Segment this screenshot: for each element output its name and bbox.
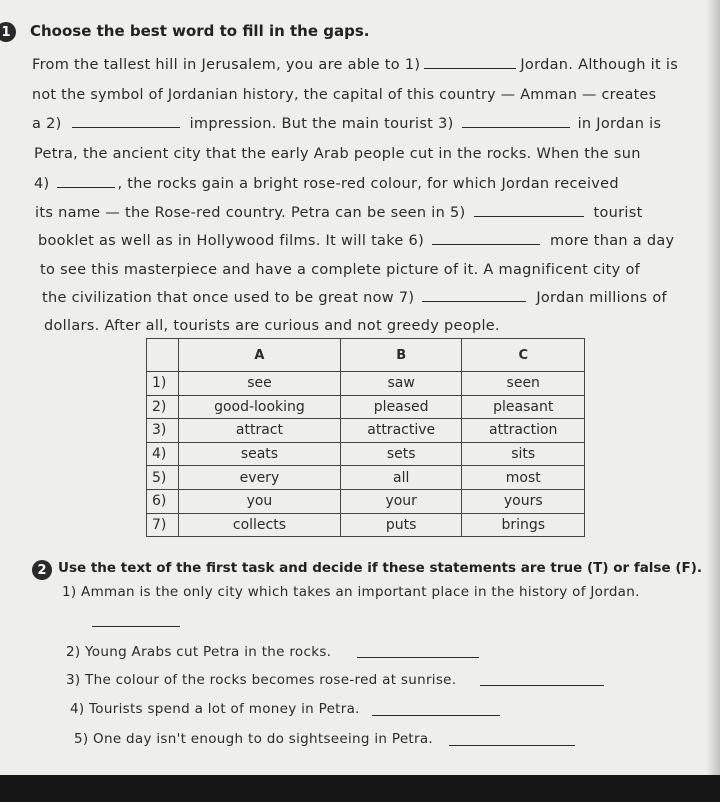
option-b: all [340,466,462,490]
table-row [147,466,585,490]
option-c: seen [462,372,585,396]
option-a: you [179,489,341,513]
task-2-number-badge: 2 [32,560,52,580]
photo-dark-background [0,775,720,802]
text-line-9 [42,290,667,306]
option-b: attractive [340,419,462,443]
gap-5-blank[interactable] [474,215,584,217]
table-row [147,442,585,466]
task-1-number-badge: 1 [0,22,16,42]
text-line-4-part: Petra, the ancient city that the early Arab people cut in the rocks. When the sun [34,146,641,162]
gap-7-blank[interactable] [422,300,526,302]
text-line-2 [32,87,656,103]
text-line-7-part: booklet as well as in Hollywood films. It will take 6) [38,233,425,249]
option-a: seats [179,442,341,466]
gap-3-blank[interactable] [462,126,570,128]
answer-1-blank[interactable] [92,625,180,627]
text-line-7 [38,233,674,249]
text-line-6-tail: tourist [593,205,643,221]
option-c: most [462,466,585,490]
page-edge-shadow [706,0,720,775]
text-line-10 [44,318,500,334]
text-line-5-part: 4) [34,176,50,192]
options-header-b: B [340,339,462,372]
answer-3-blank[interactable] [480,684,604,686]
text-line-9-part: the civilization that once used to be great now 7) [42,290,415,306]
row-number: 2) [147,395,179,419]
text-line-5 [34,176,619,192]
options-header-num [147,339,179,372]
answer-4-blank[interactable] [372,714,500,716]
text-line-1-part: From the tallest hill in Jerusalem, you are able to 1) [32,57,421,73]
options-table [146,338,585,537]
table-row [147,419,585,443]
option-c: pleasant [462,395,585,419]
text-line-3-part: a 2) [32,116,62,132]
table-row [147,513,585,537]
options-header-a: A [179,339,341,372]
text-line-4 [34,146,641,162]
gap-2-blank[interactable] [72,126,180,128]
gap-4-blank[interactable] [57,186,115,188]
statement-4: 4) Tourists spend a lot of money in Petra. [70,701,360,717]
gap-1-blank[interactable] [424,67,516,69]
option-a: every [179,466,341,490]
text-line-8-part: to see this masterpiece and have a complete picture of it. A magnificent city of [40,262,641,278]
text-line-1 [32,57,678,73]
text-line-1-tail: Jordan. Although it is [520,57,679,73]
row-number: 7) [147,513,179,537]
option-c: brings [462,513,585,537]
text-line-6 [35,205,643,221]
text-line-2-part: not the symbol of Jordanian history, the capital of this country — Amman — creates [32,87,657,103]
option-a: collects [179,513,341,537]
text-line-6-part: its name — the Rose-red country. Petra can be seen in 5) [35,205,466,221]
option-a: see [179,372,341,396]
row-number: 5) [147,466,179,490]
statement-2: 2) Young Arabs cut Petra in the rocks. [66,644,332,660]
options-header-c: C [462,339,585,372]
table-row [147,489,585,513]
text-line-3 [32,116,661,132]
option-b: pleased [340,395,462,419]
statement-5: 5) One day isn't enough to do sightseeing in Petra. [74,731,434,747]
option-b: puts [340,513,462,537]
table-row [147,372,585,396]
option-a: attract [179,419,341,443]
option-c: sits [462,442,585,466]
text-line-7-tail: more than a day [550,233,675,249]
row-number: 6) [147,489,179,513]
option-b: sets [340,442,462,466]
answer-5-blank[interactable] [449,744,575,746]
option-a: good-looking [179,395,341,419]
option-c: yours [462,489,585,513]
answer-2-blank[interactable] [357,656,479,658]
gap-6-blank[interactable] [432,243,540,245]
task-1-heading: Choose the best word to fill in the gaps. [30,22,370,40]
table-row [147,395,585,419]
text-line-8 [40,262,640,278]
options-header-row [147,339,585,372]
text-line-10-part: dollars. After all, tourists are curious and not greedy people. [44,318,500,334]
text-line-9-tail: Jordan millions of [536,290,667,306]
task-2-heading: Use the text of the first task and decide if these statements are true (T) or false (F). [58,560,703,576]
option-c: attraction [462,419,585,443]
text-line-3-tail: in Jordan is [577,116,662,132]
row-number: 1) [147,372,179,396]
text-line-3-mid: impression. But the main tourist 3) [189,116,454,132]
statement-3: 3) The colour of the rocks becomes rose-red at sunrise. [66,672,457,688]
row-number: 4) [147,442,179,466]
text-line-5-tail: , the rocks gain a bright rose-red colour, for which Jordan received [117,176,619,192]
option-b: your [340,489,462,513]
option-b: saw [340,372,462,396]
row-number: 3) [147,419,179,443]
statement-1: 1) Amman is the only city which takes an important place in the history of Jordan. [62,584,640,600]
